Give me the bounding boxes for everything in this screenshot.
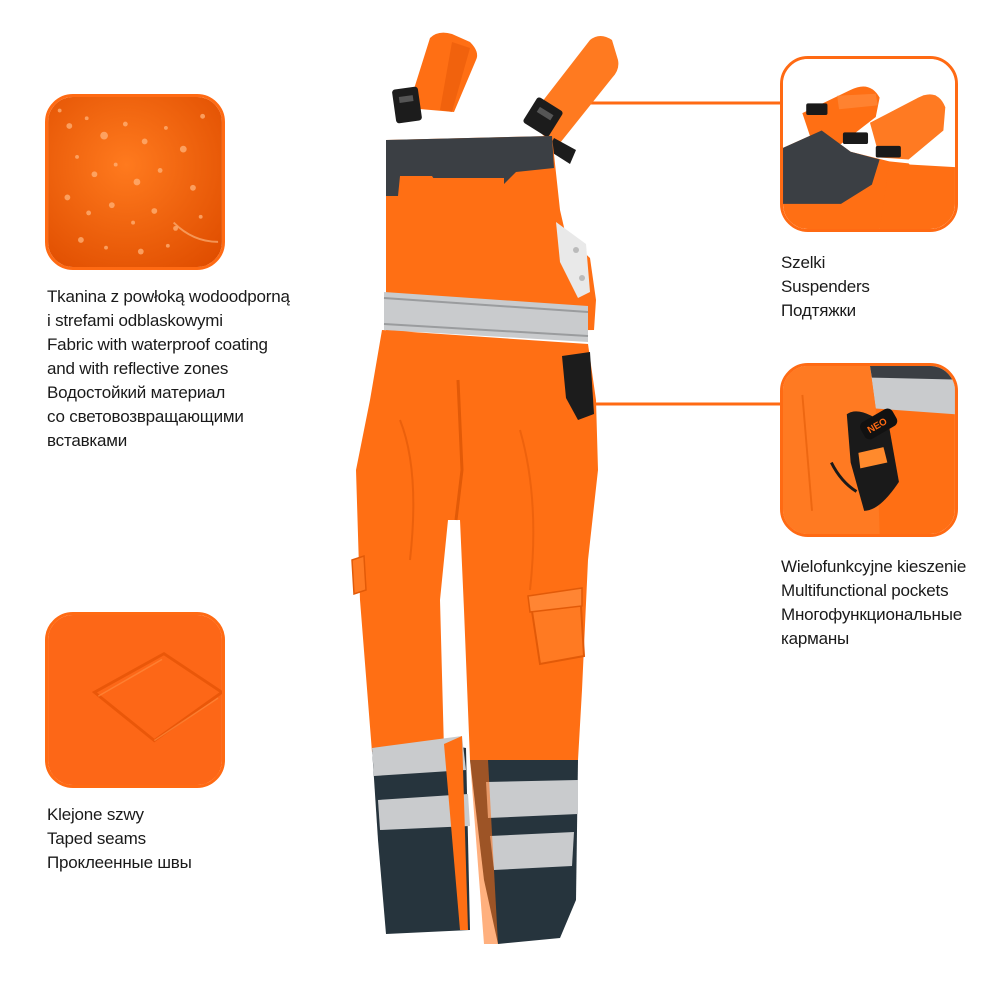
suspenders-caption: [781, 251, 870, 323]
fabric-closeup-box: [45, 94, 225, 270]
caption-line: Fabric with waterproof coating: [47, 335, 268, 354]
caption-line: со световозвращающими: [47, 407, 244, 426]
fabric-caption: [47, 285, 290, 453]
caption-line: Suspenders: [781, 277, 870, 296]
pockets-closeup-box: [780, 363, 958, 537]
caption-line: Проклеенные швы: [47, 853, 192, 872]
caption-line: Taped seams: [47, 829, 146, 848]
caption-line: Klejone szwy: [47, 805, 144, 824]
caption-line: Tkanina z powłoką wodoodporną: [47, 287, 290, 306]
neo-logo-text: NEO: [865, 416, 890, 437]
taped-seams-texture-image: [48, 615, 222, 785]
seams-closeup-box: [45, 612, 225, 788]
caption-line: Wielofunkcyjne kieszenie: [781, 557, 967, 576]
suspenders-detail-image: [783, 59, 955, 229]
caption-line: карманы: [781, 629, 850, 648]
buckle-left: [392, 86, 422, 123]
caption-line: Водостойкий материал: [47, 383, 226, 402]
pockets-caption: [781, 555, 966, 651]
pocket-detail-image: [783, 366, 955, 534]
caption-line: Szelki: [781, 253, 826, 272]
caption-line: Многофункциональные: [781, 605, 962, 624]
trouser-body: [356, 330, 598, 760]
caption-line: Multifunctional pockets: [781, 581, 949, 600]
seams-caption: [47, 803, 192, 875]
suspenders-closeup-box: [780, 56, 958, 232]
caption-line: and with reflective zones: [47, 359, 229, 378]
caption-line: i strefami odblaskowymi: [47, 311, 223, 330]
water-droplets-texture-image: [48, 97, 222, 267]
caption-line: Подтяжки: [781, 301, 856, 320]
caption-line: вставками: [47, 431, 128, 450]
